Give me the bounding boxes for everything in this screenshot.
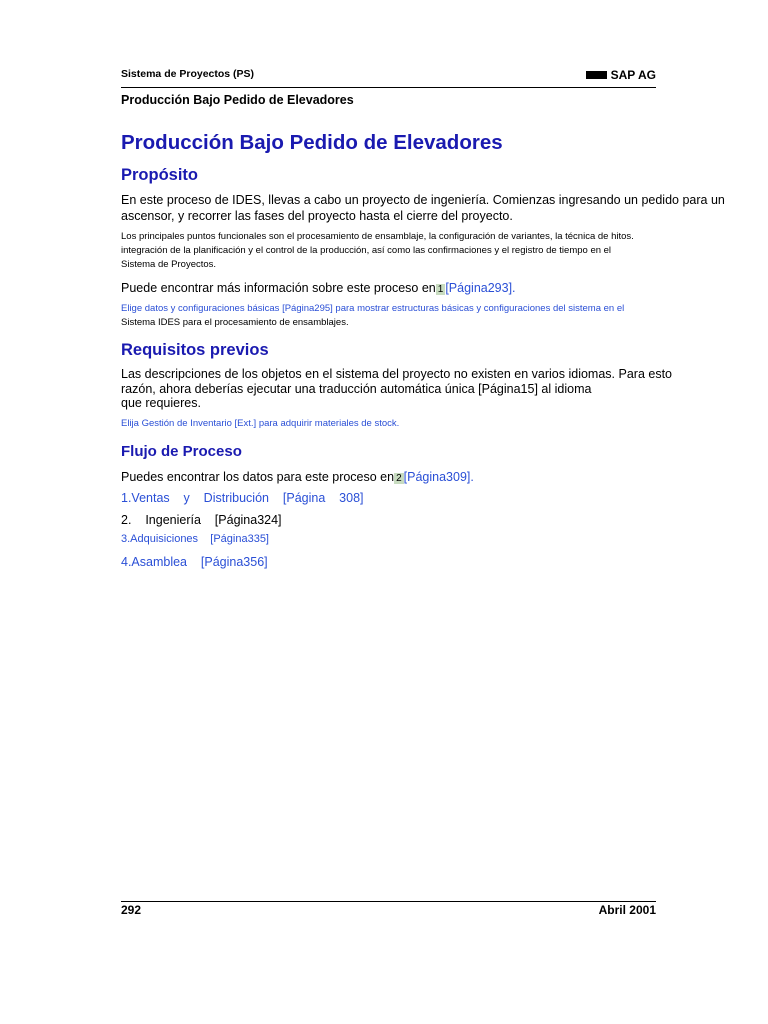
proposito-line-2: ascensor, y recorrer las fases del proyecto hasta el cierre del proyecto. bbox=[121, 209, 513, 223]
header-subtitle: Producción Bajo Pedido de Elevadores bbox=[121, 93, 354, 107]
header-divider bbox=[121, 87, 656, 88]
requisitos-line-2[interactable]: razón, ahora deberías ejecutar una traducción automática única [Página15] al idioma bbox=[121, 382, 592, 396]
flujo-intro-tag: 2 bbox=[396, 473, 402, 484]
footer-divider bbox=[121, 901, 656, 902]
company-name: SAP AG bbox=[610, 68, 656, 82]
header-company bbox=[584, 68, 656, 82]
flujo-intro-link[interactable]: [Página309]. bbox=[403, 470, 474, 484]
requisitos-line-1: Las descripciones de los objetos en el sistema del proyecto no existen en varios idiomas. Para esto bbox=[121, 367, 672, 381]
requisitos-line-3: que requieres. bbox=[121, 396, 201, 410]
more-info-text: Puede encontrar más información sobre este proceso en bbox=[121, 281, 436, 295]
footer-page-number: 292 bbox=[121, 903, 142, 917]
inventory-link[interactable]: Elija Gestión de Inventario [Ext.] para adquirir materiales de stock. bbox=[121, 418, 400, 429]
page-title: Producción Bajo Pedido de Elevadores bbox=[121, 131, 503, 154]
proposito-line-1: En este proceso de IDES, llevas a cabo un proyecto de ingeniería. Comienzas ingresando un pedido para un bbox=[121, 193, 725, 207]
company-logo-bar bbox=[586, 71, 607, 79]
proposito-heading: Propósito bbox=[121, 166, 198, 184]
flujo-item-asamblea[interactable]: 4.Asamblea [Página356] bbox=[121, 555, 268, 569]
more-info-tag: 1 bbox=[437, 284, 444, 295]
basic-data-link[interactable]: Elige datos y configuraciones básicas [Página295] para mostrar estructuras básicas y configuraciones del sistema en el bbox=[121, 303, 625, 314]
flujo-heading: Flujo de Proceso bbox=[121, 443, 242, 460]
basic-data-line-2: Sistema IDES para el procesamiento de ensamblajes. bbox=[121, 317, 349, 328]
header-section: Sistema de Proyectos (PS) bbox=[121, 68, 255, 80]
proposito-small-1: Los principales puntos funcionales son el procesamiento de ensamblaje, la configuración de variantes, la técnica de hitos. bbox=[121, 231, 634, 242]
proposito-small-3: Sistema de Proyectos. bbox=[121, 259, 217, 270]
requisitos-heading: Requisitos previos bbox=[121, 341, 269, 359]
flujo-item-adquisiciones[interactable]: 3.Adquisiciones [Página335] bbox=[121, 533, 269, 545]
flujo-item-ventas[interactable]: 1.Ventas y Distribución [Página 308] bbox=[121, 491, 364, 505]
flujo-intro-text: Puedes encontrar los datos para este proceso en bbox=[121, 470, 395, 484]
proposito-small-2: integración de la planificación y el control de la producción, así como las confirmaciones y el registro de tiempo en el bbox=[121, 245, 612, 256]
more-info-line bbox=[121, 281, 516, 295]
flujo-item-ingenieria[interactable]: 2. Ingeniería [Página324] bbox=[121, 513, 282, 527]
footer-date: Abril 2001 bbox=[598, 903, 656, 917]
more-info-link[interactable]: [Página293]. bbox=[445, 281, 516, 295]
flujo-intro-line bbox=[121, 470, 474, 484]
